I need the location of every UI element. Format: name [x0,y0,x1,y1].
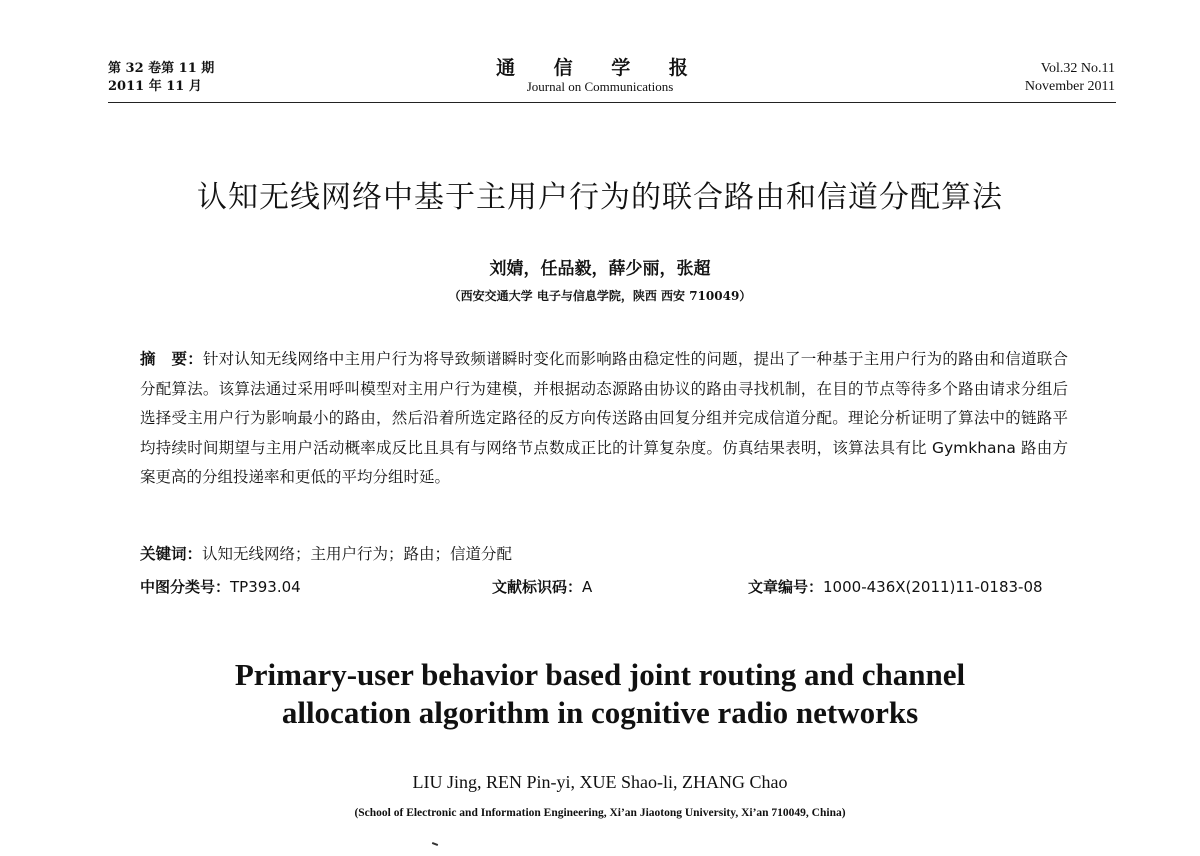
document-code [492,576,592,598]
authors-en: LIU Jing, REN Pin-yi, XUE Shao-li, ZHANG Chao [412,772,788,792]
paper-title-en [0,656,1200,732]
volume-en: Vol.32 No.11 [1040,61,1115,76]
affiliation-cn: （西安交通大学 电子与信息学院，陕西 西安 710049） [448,289,752,303]
keywords-text: 认知无线网络；主用户行为；路由；信道分配 [202,545,513,563]
clc-number [140,576,301,598]
issue-cn: 第 32 卷第 11 期 [108,61,215,76]
affiliation-en: (School of Electronic and Information Engineering, Xi’an Jiaotong University, Xi’an 710049, China) [354,807,846,819]
scan-artifact [432,842,438,846]
authors-cn: 刘婧，任品毅，薛少丽，张超 [489,259,711,279]
title-en-line-2: allocation algorithm in cognitive radio networks [281,695,919,730]
paper-title-cn: 认知无线网络中基于主用户行为的联合路由和信道分配算法 [197,180,1003,215]
journal-title-cn: 通 信 学 报 [496,57,704,79]
keywords-label: 关键词： [140,545,203,563]
clc-value: TP393.04 [230,578,301,596]
abstract-text: 针对认知无线网络中主用户行为将导致频谱瞬时变化而影响路由稳定性的问题，提出了一种基于主用户行为的路由和信道联合分配算法。该算法通过采用呼叫模型对主用户行为建模，并根据动态源路由协议的路由寻找机制，在目的节点等待多个路由请求分组后选择受主用户行为影响最小的路由，然后沿着所选定路径的反方向传送路由回复分组并完成信道分配。理论分析证明了算法中的链路平均持续时间期望与主用户活动概率成反比且具有与网络节点数成正比的计算复杂度。仿真结果表明，该算法具有比 Gymkhana 路由方案更高的分组投递率和更低的平均分组时延。 [140,350,1068,486]
doc-label: 文献标识码： [492,578,583,596]
title-en-line-1: Primary-user behavior based joint routing and channel [234,657,966,692]
doc-value: A [582,578,593,596]
journal-masthead [0,57,1200,95]
abstract-cn [140,345,1068,493]
clc-label: 中图分类号： [140,578,231,596]
article-label: 文章编号： [748,578,824,596]
article-id [748,576,1043,598]
keywords-cn [140,543,512,565]
journal-title-en: Journal on Communications [526,79,674,94]
header-divider [108,102,1116,103]
date-en: November 2011 [1024,79,1115,94]
article-value: 1000-436X(2011)11-0183-08 [823,578,1043,596]
date-cn: 2011 年 11 月 [108,79,202,94]
abstract-label: 摘 要： [140,350,203,368]
header-volume-block [1025,60,1115,96]
